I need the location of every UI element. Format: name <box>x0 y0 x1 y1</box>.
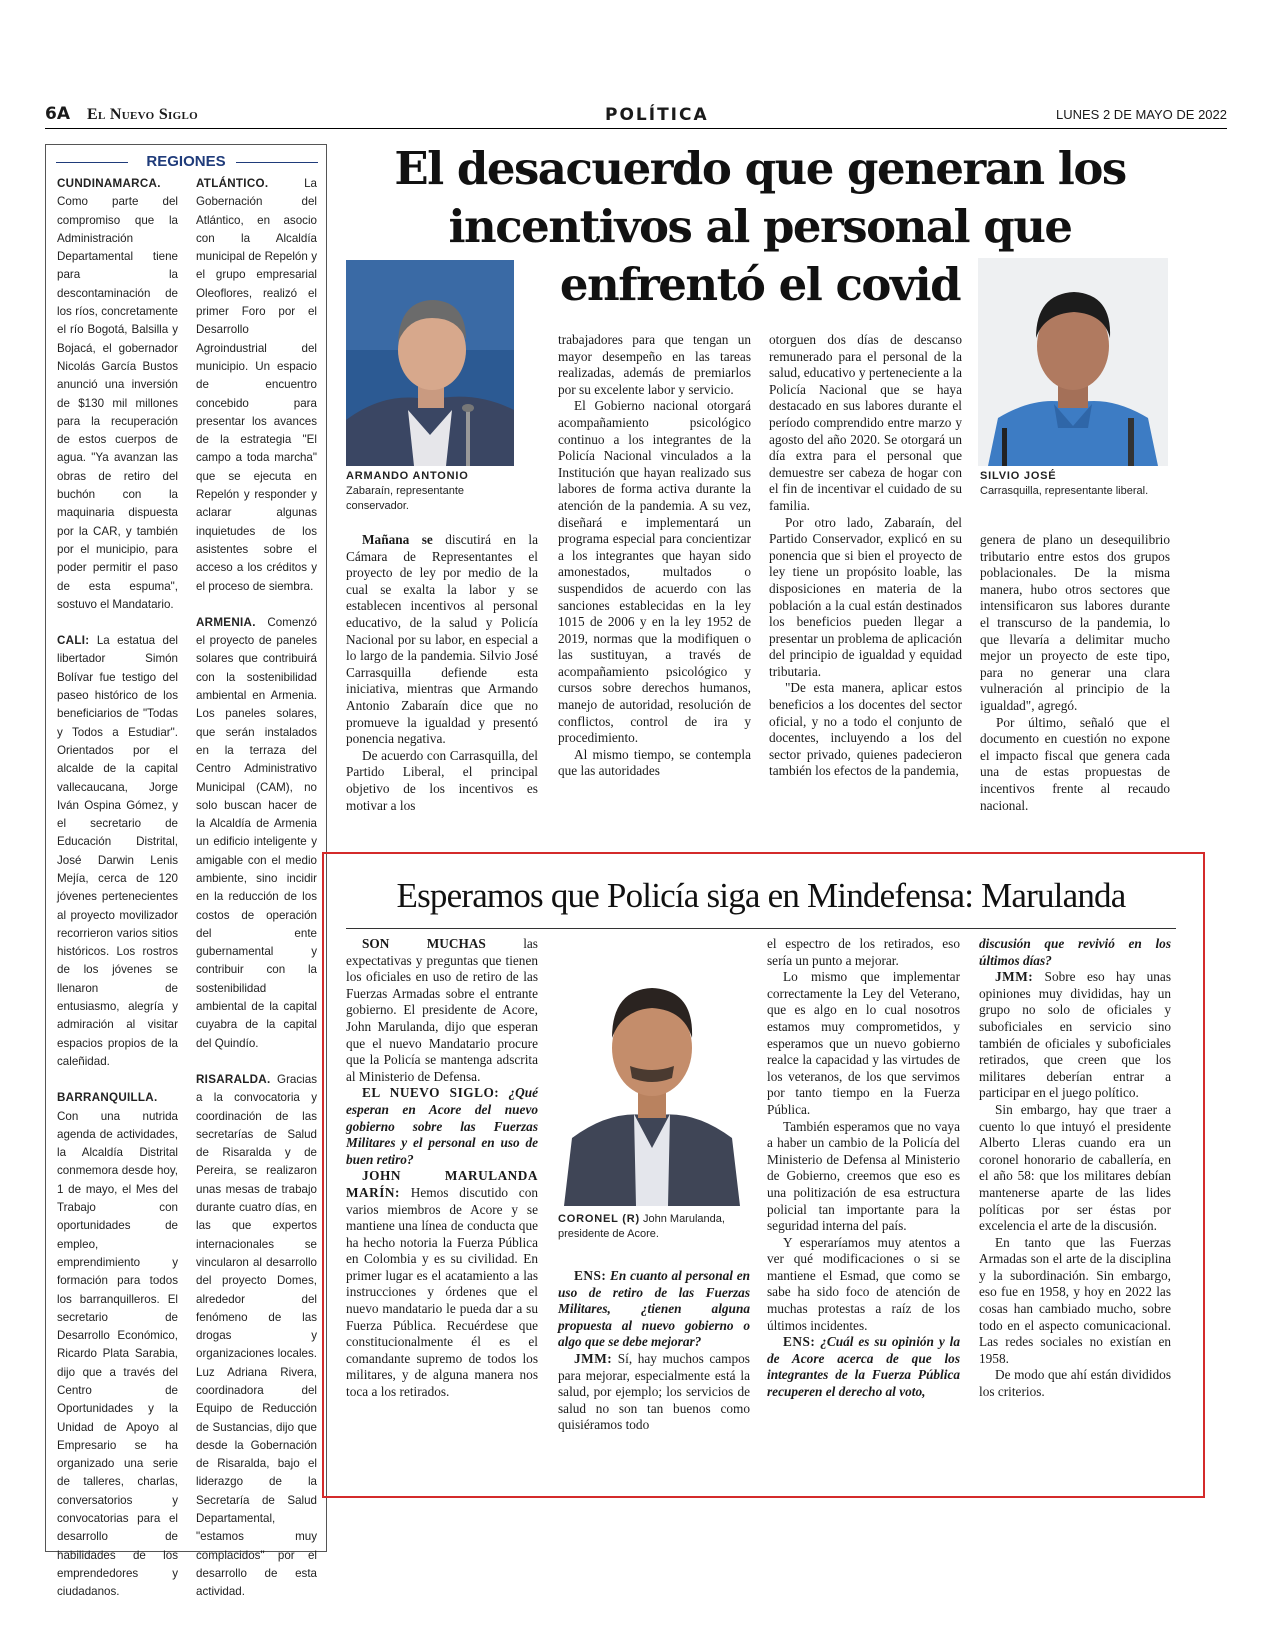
interviewer-label: ENS: <box>574 1268 607 1283</box>
interview-paragraph: De modo que ahí están divididos los criterios. <box>979 1367 1171 1400</box>
interview-paragraph: Lo mismo que implementar correctamente la Ley del Veterano, que es algo en lo cual nosotros estamos muy comprometidos, y esperamos que un nuevo gobierno realce la capacidad y las virtudes de los veteranos, de los que servimos por tanto tiempo en la Fuerza Pública. <box>767 969 960 1117</box>
interview-paragraph: Sin embargo, hay que traer a cuento lo que intuyó el presidente Alberto Lleras cuando era un coronel honorario de caballería, en el año 58: que los militares debían mantenerse aparte de las lides políticas por ser éstas por excelencia el arte de la discusión. <box>979 1101 1171 1234</box>
regiones-item-atlantico <box>196 175 317 596</box>
article-paragraph: genera de plano un desequilibrio tributario entre estos dos grupos poblacionales. De la misma manera, hubo otros sectores que intensificaron sus labores durante el transcurso de la pandemia, lo que llevaría a delimitar mucho mejor un proyecto de este tipo, para no generar una clara vulneración al principio de la igualdad", agregó. <box>980 532 1170 713</box>
regiones-title-rule-right <box>236 162 318 163</box>
regiones-item-cundinamarca <box>57 175 178 614</box>
interview-question: ¿Qué esperan en Acore del nuevo gobierno sobre las Fuerzas Militares y el personal en uso de buen retiro? <box>346 1085 538 1167</box>
article-paragraph: Por último, señaló que el documento en cuestión no expone el impacto fiscal que genera cada una de estas propuestas de incentivos frente al recaudo nacional. <box>980 714 1170 813</box>
article-column-4 <box>980 532 1170 832</box>
caption-name: CORONEL (R) <box>558 1213 640 1225</box>
interview-paragraph: En tanto que las Fuerzas Armadas son el arte de la disciplina y la subordinación. Sin embargo, eso fue en 1958, y hoy en 2022 las cosas han cambiado mucho, sobre todo en el aspecto comunicacional. Las redes sociales no existían en 1958. <box>979 1234 1171 1366</box>
caption-name: SILVIO JOSÉ <box>980 470 1057 482</box>
interview-title-rule <box>346 928 1176 929</box>
regiones-item-text: Como parte del compromiso que la Administración Departamental tiene para la descontaminación de los ríos, concretamente el río Bogotá, Balsilla y Bojacá, el gobernador Nicolás García Bustos anunció una inversión de $130 mil millones para la recuperación de estos cuerpos de agua. "Ya avanzan las obras de retiro del buchón con la maquinaria dispuesta por la CAR, y también por el municipio, para poder permitir el paso de esta espuma", sostuvo el Mandatario. <box>57 195 178 611</box>
regiones-item-text: Con una nutrida agenda de actividades, la Alcaldía Distrital conmemora desde hoy, 1 de mayo, el Mes del Trabajo con oportunidades de empleo, emprendimiento y formación para todos los barranquilleros. El secretario de Desarrollo Económico, Ricardo Plata Sarabia, dijo que a través del Centro de Oportunidades y la Unidad de Apoyo al Empresario se ha organizado una serie de talleres, charlas, conversatorios y convocatorias para el desarrollo de habilidades de los emprendedores y ciudadanos. <box>57 1109 178 1599</box>
regiones-item-lead: RISARALDA. <box>196 1072 271 1086</box>
interviewer-label: EL NUEVO SIGLO: <box>362 1085 500 1101</box>
page-header <box>45 104 1227 126</box>
interview-lead: SON MUCHAS <box>362 936 486 951</box>
article-paragraph: Por otro lado, Zabaraín, del Partido Conservador, explicó en su ponencia que si bien el proyecto de ley tiene un propósito loable, las disposiciones en materia de la población a la cual están destinados los beneficios pueden llegar a presentar un problema de aplicación del principio de igualdad y equidad tributaria. <box>769 514 962 679</box>
regiones-item-lead: BARRANQUILLA. <box>57 1091 158 1105</box>
caption-text: Carrasquilla, representante liberal. <box>980 485 1149 497</box>
regiones-item-lead: ATLÁNTICO. <box>196 177 269 190</box>
caption-name: ARMANDO ANTONIO <box>346 470 469 482</box>
regiones-item-text: Comenzó el proyecto de paneles solares que contribuirá con la sostenibilidad ambiental en Armenia. Los paneles solares, que serán instalados en la terraza del Centro Administrativo Municipal (CAM), no solo buscan hacer de la Alcaldía de Armenia un edificio inteligente y amigable con el medio ambiente, sino incidir en la reducción de los costos de operación del ente gubernamental y contribuir con la sostenibilidad ambiental de la capital cuyabra de la capital del Quindío. <box>196 615 317 1050</box>
newspaper-brand: El Nuevo Siglo <box>87 106 198 123</box>
regiones-item-lead: CALI: <box>57 634 90 648</box>
article-column-2 <box>558 332 751 832</box>
regiones-item-text: La Gobernación del Atlántico, en asocio con la Alcaldía municipal de Repelón y el grupo empresarial Oleoflores, realizó el primer Foro por el Desarrollo Agroindustrial del municipio. Un espacio de encuentro concebido para presentar los avances de la estrategia "El campo a toda marcha" que se ejecuta en Repelón y responder y aclarar algunas inquietudes de los asistentes sobre el acceso a los créditos y el proceso de siembra. <box>196 177 317 593</box>
interview-column-3 <box>767 936 960 1481</box>
photo-right-caption <box>980 469 1170 499</box>
interview-paragraph: También esperamos que no vaya a haber un cambio de la Policía del Ministerio de Defensa al Ministerio de Gobierno, creemos que eso es una politización de esa estructura policial tan importante para la seguridad interna del país. <box>767 1118 960 1234</box>
article-paragraph: otorguen dos días de descanso remunerado para el personal de la salud, educativo y perteneciente a la Policía Nacional que se haya destacado en sus labores durante el período comprendido entre marzo y agosto del año 2020. Se otorgará un día extra para el personal que demuestre ser cabeza de hogar con el fin de incentivar el cuidado de su familia. <box>769 332 962 513</box>
interview-answer: Sí, hay muchos campos para mejorar, especialmente está la salud, por ejemplo; los servicios de salud no son tan buenos como quisiéramos todo <box>558 1350 750 1433</box>
portrait-illustration <box>556 938 748 1206</box>
regiones-item-barranquilla <box>57 1089 178 1601</box>
interview-question: ¿Cuál es su opinión y la de Acore acerca de que los integrantes de la Fuerza Pública recuperen el derecho al voto, <box>767 1334 960 1400</box>
interviewee-label: JMM: <box>574 1350 613 1366</box>
article-column-1 <box>346 532 538 832</box>
regiones-item-text: Gracias a la convocatoria y coordinación de las secretarías de Salud de Risaralda y de Pereira, se realizaron unas mesas de trabajo durante cuatro días, en las que expertos internacionales se vincularon al desarrollo del proyecto Domes, alrededor del fenómeno de las drogas y organizaciones locales. Luz Adriana Rivera, coordinadora del Equipo de Reducción de Sustancias, dijo que desde la Gobernación de Risaralda, bajo el liderazgo de la Secretaría de Salud Departamental, "estamos muy complacidos" por el desarrollo de esta actividad. <box>196 1072 317 1599</box>
article-paragraph: "De esta manera, aplicar estos beneficios a los docentes del sector oficial, y no a todo el conjunto de docentes, incluyendo a los del sector privado, quienes padecieron también los efectos de la pandemia, <box>769 680 962 779</box>
article-paragraph: El Gobierno nacional otorgará acompañamiento psicológico continuo a los integrantes de la Policía Nacional vinculados a la Institución que hayan realizado sus labores de forma activa durante la atención de la pandemia. A su vez, diseñará e implementará un programa especial para concientizar a los integrantes que hayan sido amonestados, multados o suspendidos de acuerdo con las sanciones establecidas en la ley 1015 de 2006 y en la ley 1952 de 2019, normas que la modifiquen o las sustituyan, a través de acompañamiento psicológico y cursos sobre derechos humanos, manejo de autoridad, resolución de conflictos, control de ira y procedimiento. <box>558 398 751 746</box>
interview-paragraph: el espectro de los retirados, eso sería un punto a mejorar. <box>767 936 960 968</box>
photo-left-caption <box>346 469 516 514</box>
interviewer-label: ENS: <box>783 1334 816 1350</box>
interview-paragraph: Y esperaríamos muy atentos a ver qué modificaciones o si se mantiene el Esmad, que como se sabe ha sido foco de atención de muchas protestas a raíz de los últimos incidentes. <box>767 1234 960 1333</box>
interview-column-2 <box>558 1268 750 1481</box>
regiones-item-cali <box>57 632 178 1071</box>
interview-photo-caption <box>558 1212 750 1242</box>
article-paragraph: De acuerdo con Carrasquilla, del Partido Liberal, el principal objetivo de los incentivos es motivar a los <box>346 747 538 813</box>
interview-answer: Hemos discutido con varios miembros de Acore y se mantiene una línea de conducta que ha hecho notoria la Fuerza Pública en Colombia y es su civilidad. En primer lugar es el acatamiento a las instrucciones y órdenes que el nuevo mandatario le pueda dar a su Fuerza Pública. Recuérdese que constitucionalmente él es el comandante supremo de todos los militares, y de alguna manera nos toca a los retirados. <box>346 1184 538 1400</box>
interview-question: En cuanto al personal en uso de retiro de las Fuerzas Militares, ¿tienen alguna propuesta al nuevo gobierno o algo que se debe mejorar? <box>558 1268 750 1350</box>
regiones-item-lead: ARMENIA. <box>196 615 256 629</box>
article-headline: El desacuerdo que generan los incentivos al personal que enfrentó el covid <box>394 142 1126 311</box>
interview-question: discusión que revivió en los últimos días? <box>979 936 1171 968</box>
regiones-item-risaralda <box>196 1071 317 1602</box>
regiones-item-text: La estatua del libertador Simón Bolívar fue testigo del paseo histórico de los beneficiarios de "Todas y Todos a Estudiar". Orientados por el alcalde de la capital vallecaucana, Jorge Iván Ospina Gómez, y el secretario de Educación Distrital, José Darwin Lenis Mejía, cerca de 120 jóvenes pertenecientes al proyecto movilizador recorrieron varios sitios históricos. Los rostros de los jóvenes se llenaron de entusiasmo, alegría y admiración al visitar espacios propios de la caleñidad. <box>57 634 178 1068</box>
section-title: POLÍTICA <box>605 105 709 125</box>
interview-paragraph: las expectativas y preguntas que tienen los oficiales en uso de retiro de las Fuerzas Armadas sobre el entrante gobierno. El presidente de Acore, John Marulanda, dijo que esperan que el nuevo Mandatario procure que la Policía se mantenga adscrita al Ministerio de Defensa. <box>346 936 538 1084</box>
regiones-sidebar <box>45 144 327 1599</box>
caption-text: John Marulanda, presidente de Acore. <box>558 1213 725 1240</box>
regiones-item-armenia <box>196 614 317 1053</box>
article-paragraph: trabajadores para que tengan un mayor desempeño en las tareas realizadas, además de premiarlos por su excelente labor y servicio. <box>558 332 751 397</box>
interview-column-4 <box>979 936 1171 1481</box>
issue-date: LUNES 2 DE MAYO DE 2022 <box>1056 107 1227 122</box>
photo-john-marulanda <box>556 938 748 1206</box>
interview-title: Esperamos que Policía siga en Mindefensa: Marulanda <box>396 876 1126 915</box>
article-column-3 <box>769 332 962 832</box>
page-number: 6A <box>45 104 70 124</box>
header-rule <box>45 128 1227 129</box>
interview-column-1 <box>346 936 538 1481</box>
portrait-illustration <box>346 260 514 466</box>
photo-silvio-carrasquilla <box>978 258 1168 466</box>
regiones-right-column <box>196 175 317 1599</box>
interview-answer: Sobre eso hay unas opiniones muy divididas, hay un grupo no solo de oficiales y suboficiales en servicio sino también de oficiales y suboficiales retirados, que creen que los militares deberían entrar a participar en el juego político. <box>979 969 1171 1101</box>
regiones-item-lead: CUNDINAMARCA. <box>57 177 161 190</box>
regiones-left-column <box>57 175 178 1599</box>
article-paragraph: Al mismo tiempo, se contempla que las autoridades <box>558 746 751 779</box>
article-paragraph: discutirá en la Cámara de Representantes el proyecto de ley por medio de la cual se exalta la labor y se establecen incentivos al personal educativo, de la salud y Policía Nacional por su labor, en especial a lo largo de la pandemia. Silvio José Carrasquilla defiende esta iniciativa, mientras que Armando Antonio Zabaraín dice que no promueve la igualdad y presentó ponencia negativa. <box>346 532 539 747</box>
photo-armando-zabarain <box>346 260 514 466</box>
portrait-illustration <box>978 258 1168 466</box>
caption-text: Zabaraín, representante conservador. <box>346 485 465 512</box>
interviewee-label: JMM: <box>995 969 1034 985</box>
article-lead: Mañana se <box>362 532 433 547</box>
interviewee-label: JOHN MARULANDA MARÍN: <box>346 1168 538 1200</box>
regiones-title: REGIONES <box>146 153 226 170</box>
